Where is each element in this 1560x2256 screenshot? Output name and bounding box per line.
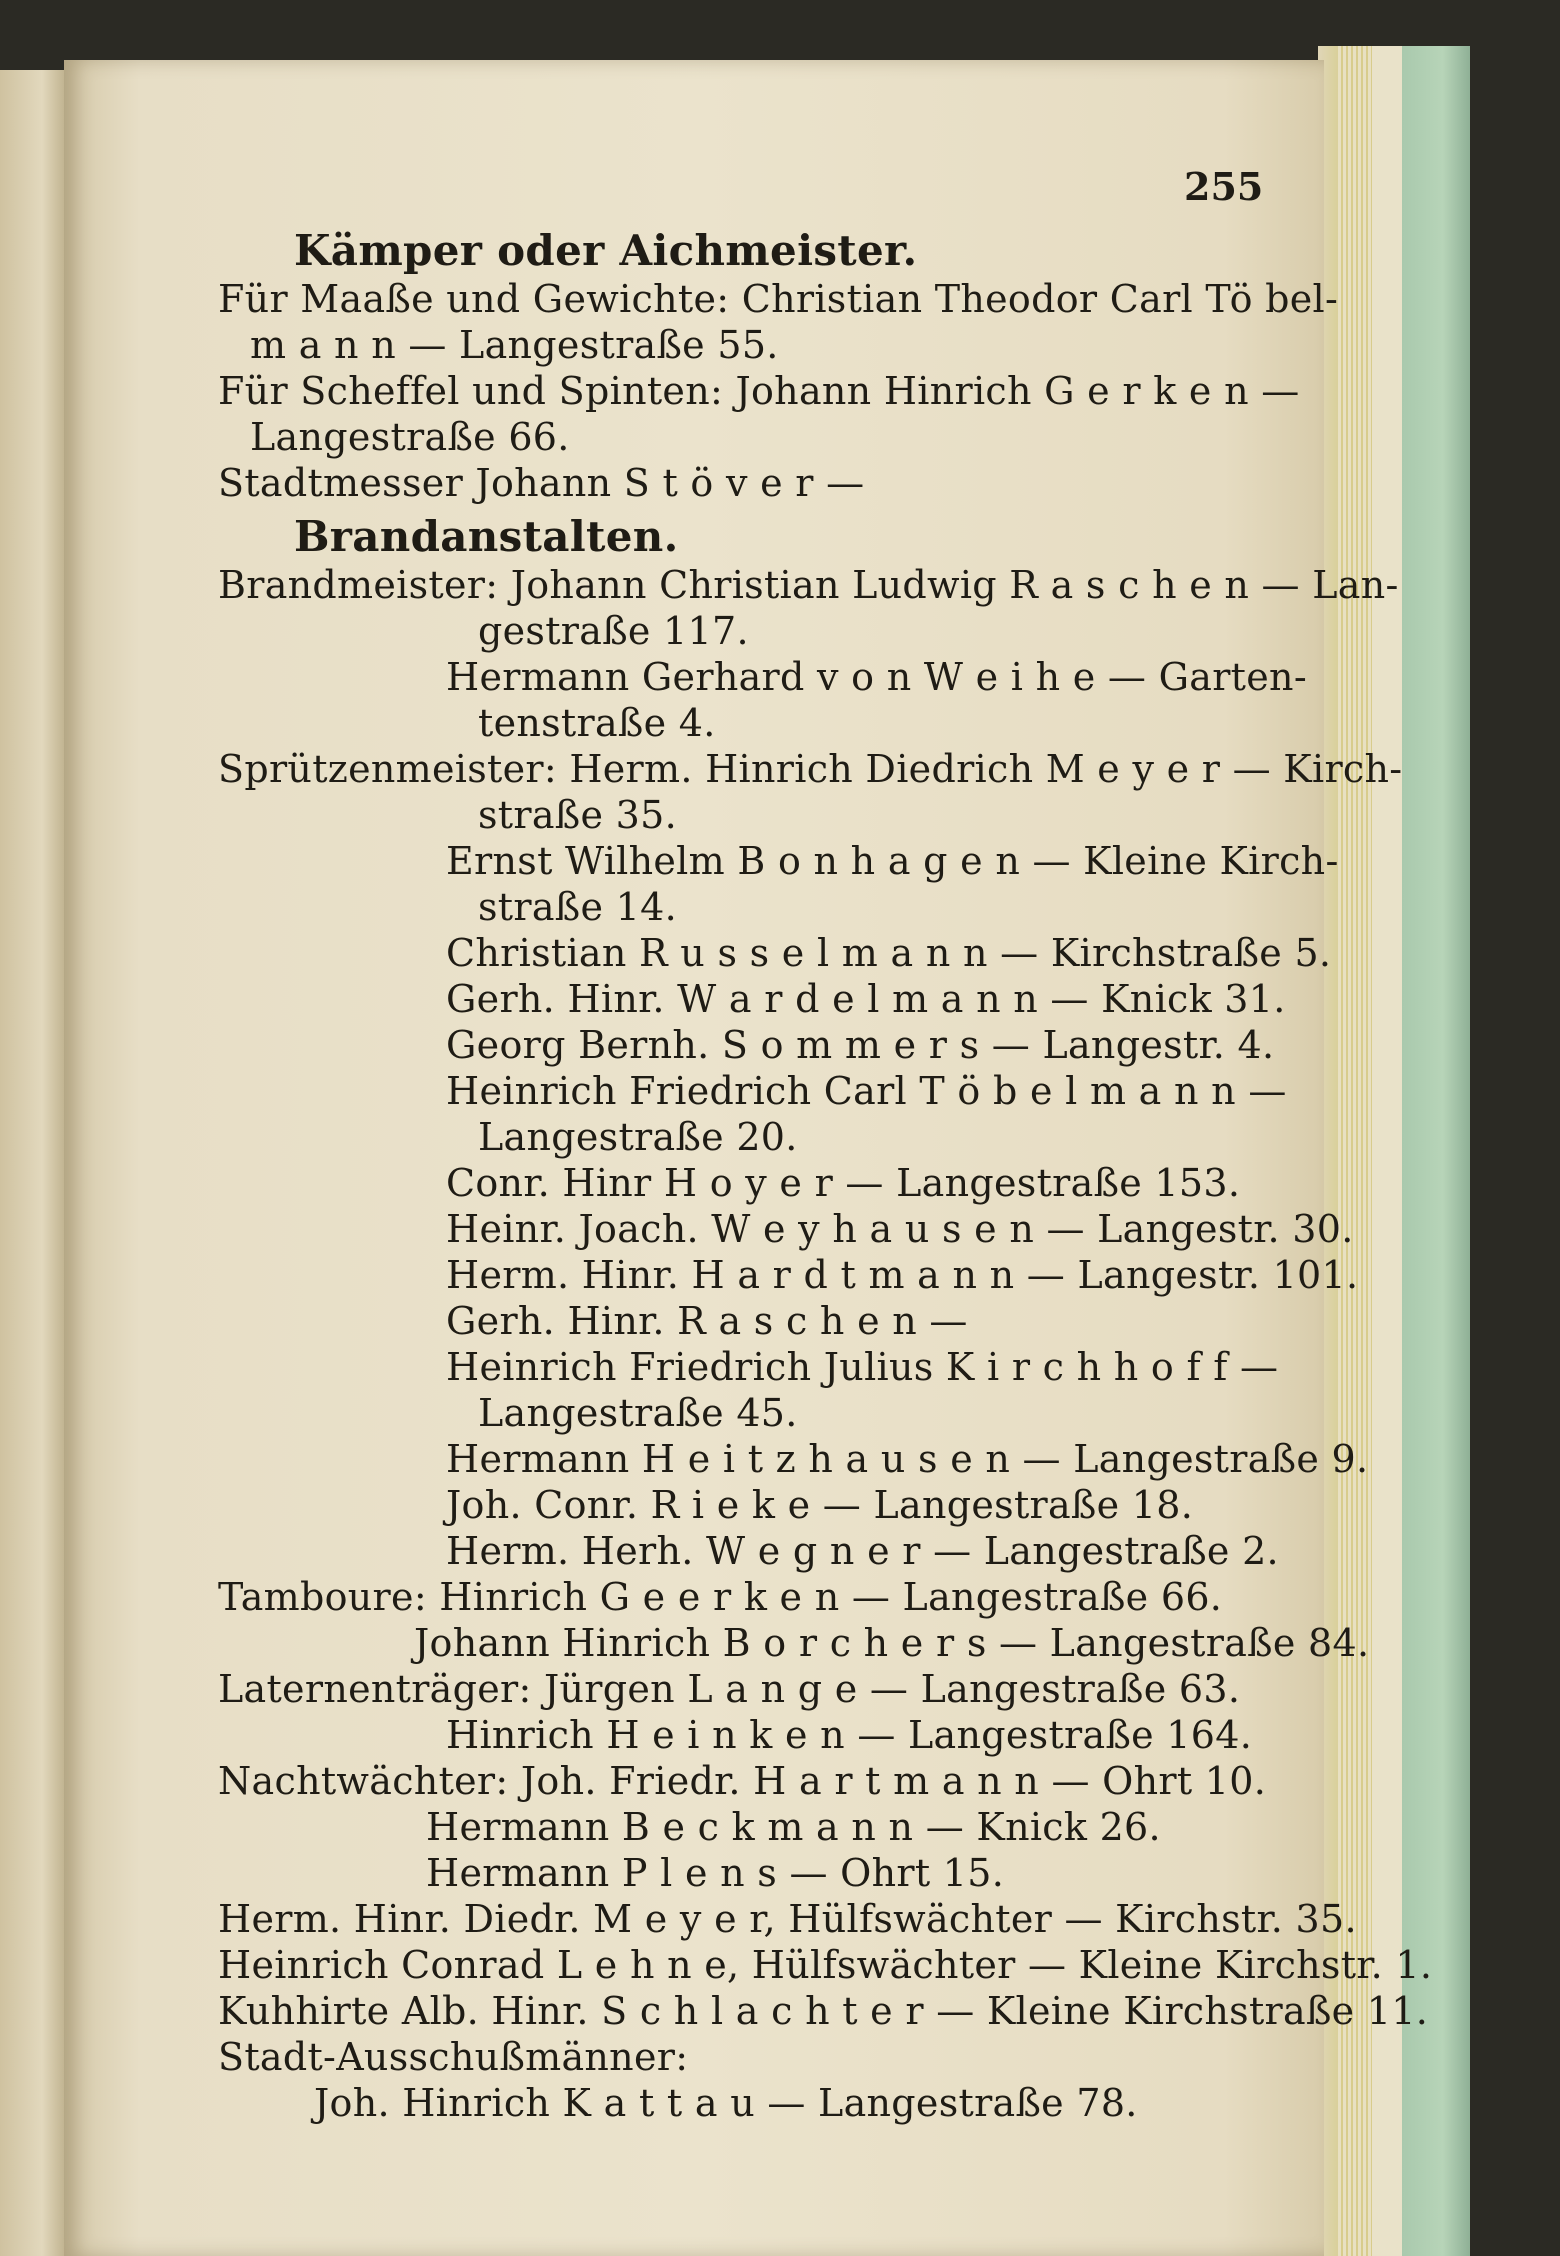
text-line: Johann Hinrich B o r c h e r s — Langestraße 84.	[414, 1621, 1370, 1665]
section-heading: Brandanstalten.	[294, 512, 679, 561]
page	[64, 60, 1433, 2256]
text-line: tenstraße 4.	[478, 701, 716, 745]
text-line: gestraße 117.	[478, 609, 749, 653]
text-line: Für Scheffel und Spinten: Johann Hinrich G e r k e n —	[218, 369, 1300, 413]
text-line: Tamboure: Hinrich G e e r k e n — Langestraße 66.	[218, 1575, 1223, 1619]
text-line: Langestraße 45.	[478, 1391, 798, 1435]
text-line: Joh. Conr. R i e k e — Langestraße 18.	[446, 1483, 1194, 1527]
text-line: m a n n — Langestraße 55.	[250, 323, 779, 367]
text-line: Heinrich Conrad L e h n e, Hülfswächter — Kleine Kirchstr. 1.	[218, 1943, 1433, 1987]
text-line: Joh. Hinrich K a t t a u — Langestraße 78.	[314, 2081, 1138, 2125]
text-line: Heinrich Friedrich Carl T ö b e l m a n n —	[446, 1069, 1287, 1113]
text-line: Sprützenmeister: Herm. Hinrich Diedrich M e y e r — Kirch-	[218, 747, 1403, 791]
cover-edge	[1402, 46, 1470, 2256]
text-line: Heinr. Joach. W e y h a u s e n — Langestr. 30.	[446, 1207, 1354, 1251]
text-line: Nachtwächter: Joh. Friedr. H a r t m a n n — Ohrt 10.	[218, 1759, 1267, 1803]
book-spread	[0, 40, 1480, 2256]
text-line: Herm. Herh. W e g n e r — Langestraße 2.	[446, 1529, 1279, 1573]
text-line: Gerh. Hinr. R a s c h e n —	[446, 1299, 968, 1343]
text-line: straße 35.	[478, 793, 677, 837]
text-line: Herm. Hinr. Diedr. M e y e r, Hülfswächter — Kirchstr. 35.	[218, 1897, 1357, 1941]
text-line: Langestraße 20.	[478, 1115, 798, 1159]
text-line: Heinrich Friedrich Julius K i r c h h o f f —	[446, 1345, 1279, 1389]
text-line: Gerh. Hinr. W a r d e l m a n n — Knick 31.	[446, 977, 1286, 1021]
text-line: Hermann H e i t z h a u s e n — Langestraße 9.	[446, 1437, 1369, 1481]
text-line: Herm. Hinr. H a r d t m a n n — Langestr. 101.	[446, 1253, 1359, 1297]
text-line: Georg Bernh. S o m m e r s — Langestr. 4.	[446, 1023, 1275, 1067]
text-line: Christian R u s s e l m a n n — Kirchstraße 5.	[446, 931, 1332, 975]
text-line: Hermann Gerhard v o n W e i h e — Garten-	[446, 655, 1307, 699]
text-line: Für Maaße und Gewichte: Christian Theodor Carl Tö bel-	[218, 277, 1339, 321]
section-heading: Kämper oder Aichmeister.	[294, 226, 918, 275]
text-line: Hermann B e c k m a n n — Knick 26.	[426, 1805, 1161, 1849]
text-line: Langestraße 66.	[250, 415, 570, 459]
text-line: Stadt-Ausschußmänner:	[218, 2035, 689, 2079]
text-line: Stadtmesser Johann S t ö v e r —	[218, 461, 865, 505]
text-line: straße 14.	[478, 885, 677, 929]
text-line: Ernst Wilhelm B o n h a g e n — Kleine Kirch-	[446, 839, 1339, 883]
left-page-edge	[0, 70, 70, 2256]
text-line: Kuhhirte Alb. Hinr. S c h l a c h t e r — Kleine Kirchstraße 11.	[218, 1989, 1429, 2033]
text-line: Hinrich H e i n k e n — Langestraße 164.	[446, 1713, 1253, 1757]
text-line: Hermann P l e n s — Ohrt 15.	[426, 1851, 1005, 1895]
text-line: Conr. Hinr H o y e r — Langestraße 153.	[446, 1161, 1241, 1205]
text-line: Laternenträger: Jürgen L a n g e — Langestraße 63.	[218, 1667, 1241, 1711]
page-number: 255	[1184, 164, 1264, 209]
page-edge	[1372, 46, 1402, 2256]
text-line: Brandmeister: Johann Christian Ludwig R a s c h e n — Lan-	[218, 563, 1399, 607]
